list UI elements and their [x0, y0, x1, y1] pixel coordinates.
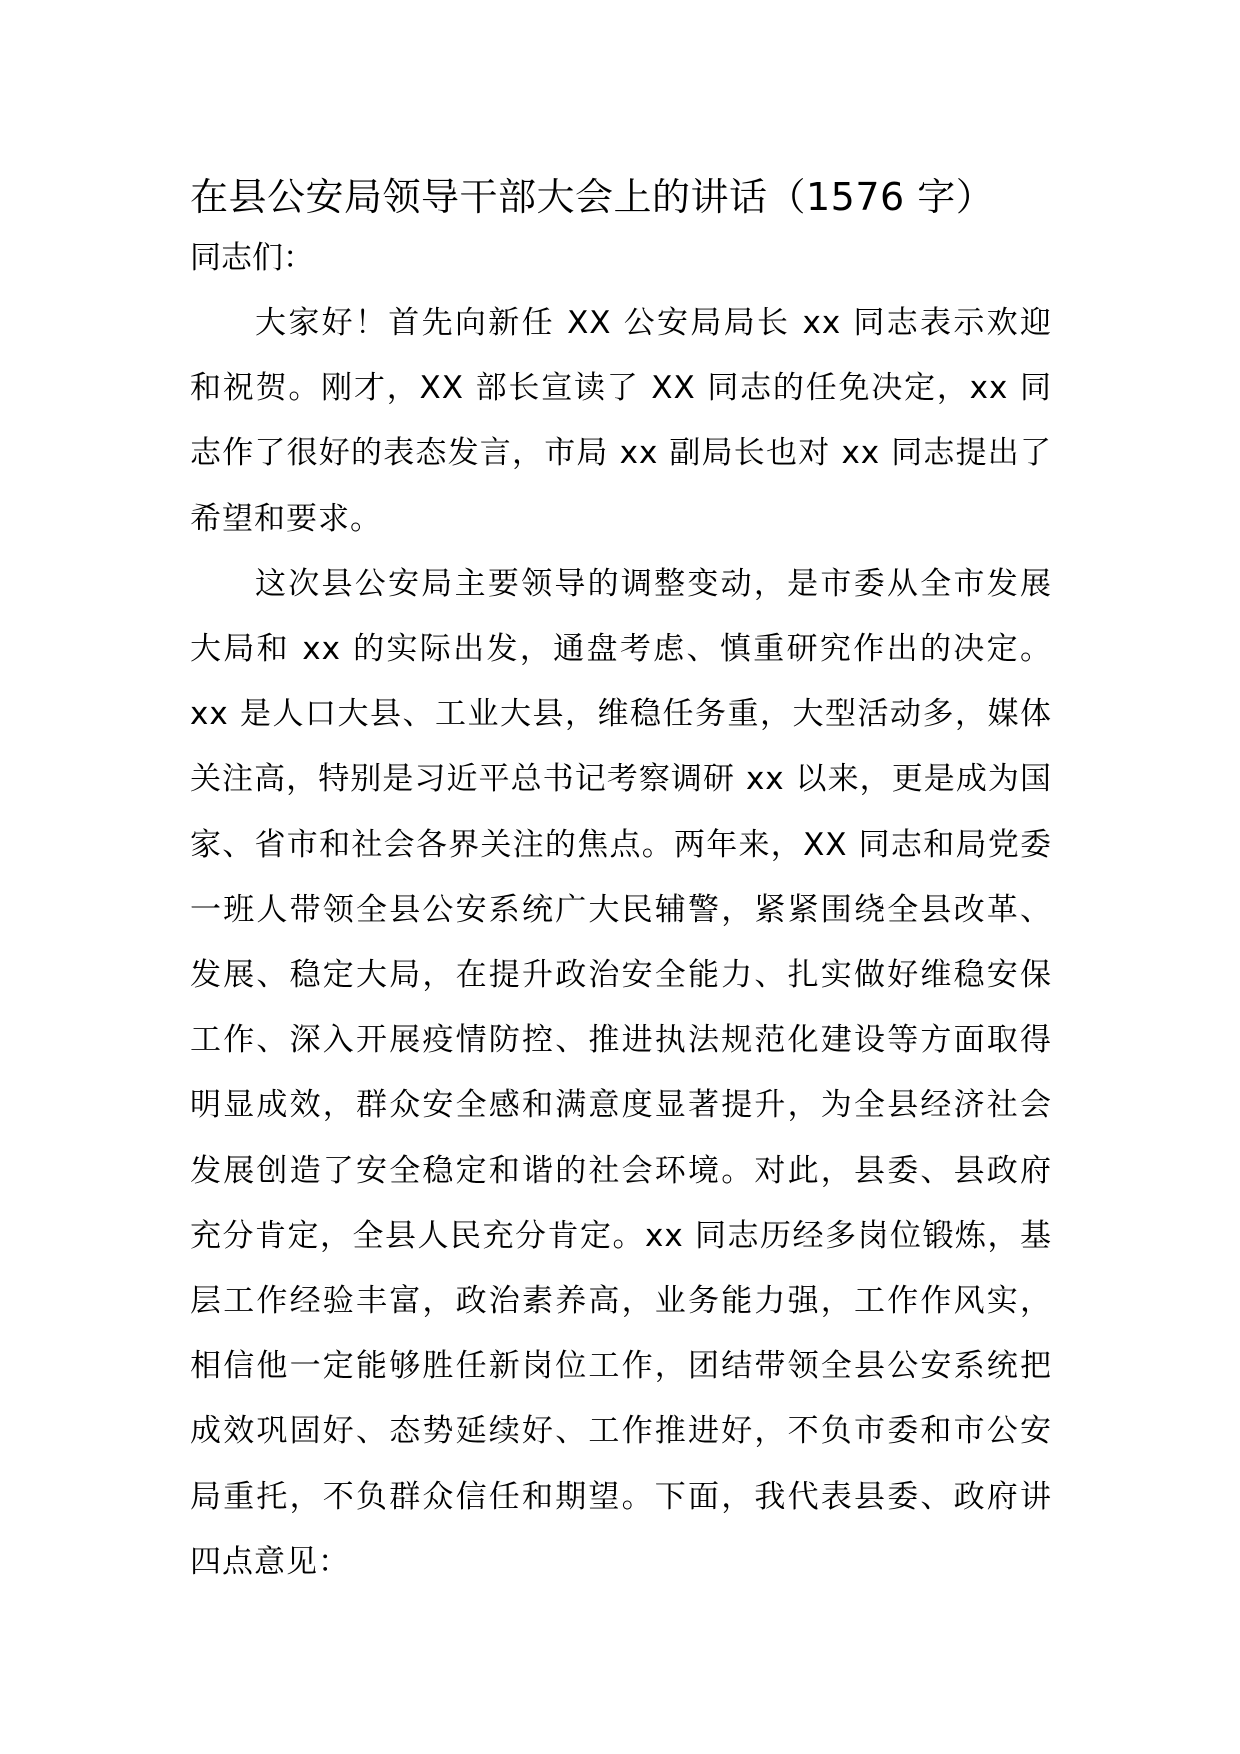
document-page [190, 168, 1052, 1595]
paragraph-body: 这次县公安局主要领导的调整变动，是市委从全市发展大局和 xx 的实际出发，通盘考虑、慎重研究作出的决定。xx 是人口大县、工业大县，维稳任务重，大型活动多，媒体关注高，特别是习近平总书记考察调研 xx 以来，更是成为国家、省市和社会各界关注的焦点。两年来，XX 同志和局党委一班人带领全县公安系统广大民辅警，紧紧围绕全县改革、发展、稳定大局，在提升政治安全能力、扎实做好维稳安保工作、深入开展疫情防控、推进执法规范化建设等方面取得明显成效，群众安全感和满意度显著提升，为全县经济社会发展创造了安全稳定和谐的社会环境。对此，县委、县政府充分肯定，全县人民充分肯定。xx 同志历经多岗位锻炼，基层工作经验丰富，政治素养高，业务能力强，工作作风实，相信他一定能够胜任新岗位工作，团结带领全县公安系统把成效巩固好、态势延续好、工作推进好，不负市委和市公安局重托，不负群众信任和期望。下面，我代表县委、政府讲四点意见： [190, 565, 1052, 1580]
paragraph-opening: 大家好！首先向新任 XX 公安局局长 xx 同志表示欢迎和祝贺。刚才，XX 部长宣读了 XX 同志的任免决定，xx 同志作了很好的表态发言，市局 xx 副局长也对 xx 同志提出了希望和要求。 [190, 305, 1052, 537]
salutation: 同志们： [190, 240, 314, 276]
document-title: 在县公安局领导干部大会上的讲话（1576 字） [190, 175, 995, 219]
